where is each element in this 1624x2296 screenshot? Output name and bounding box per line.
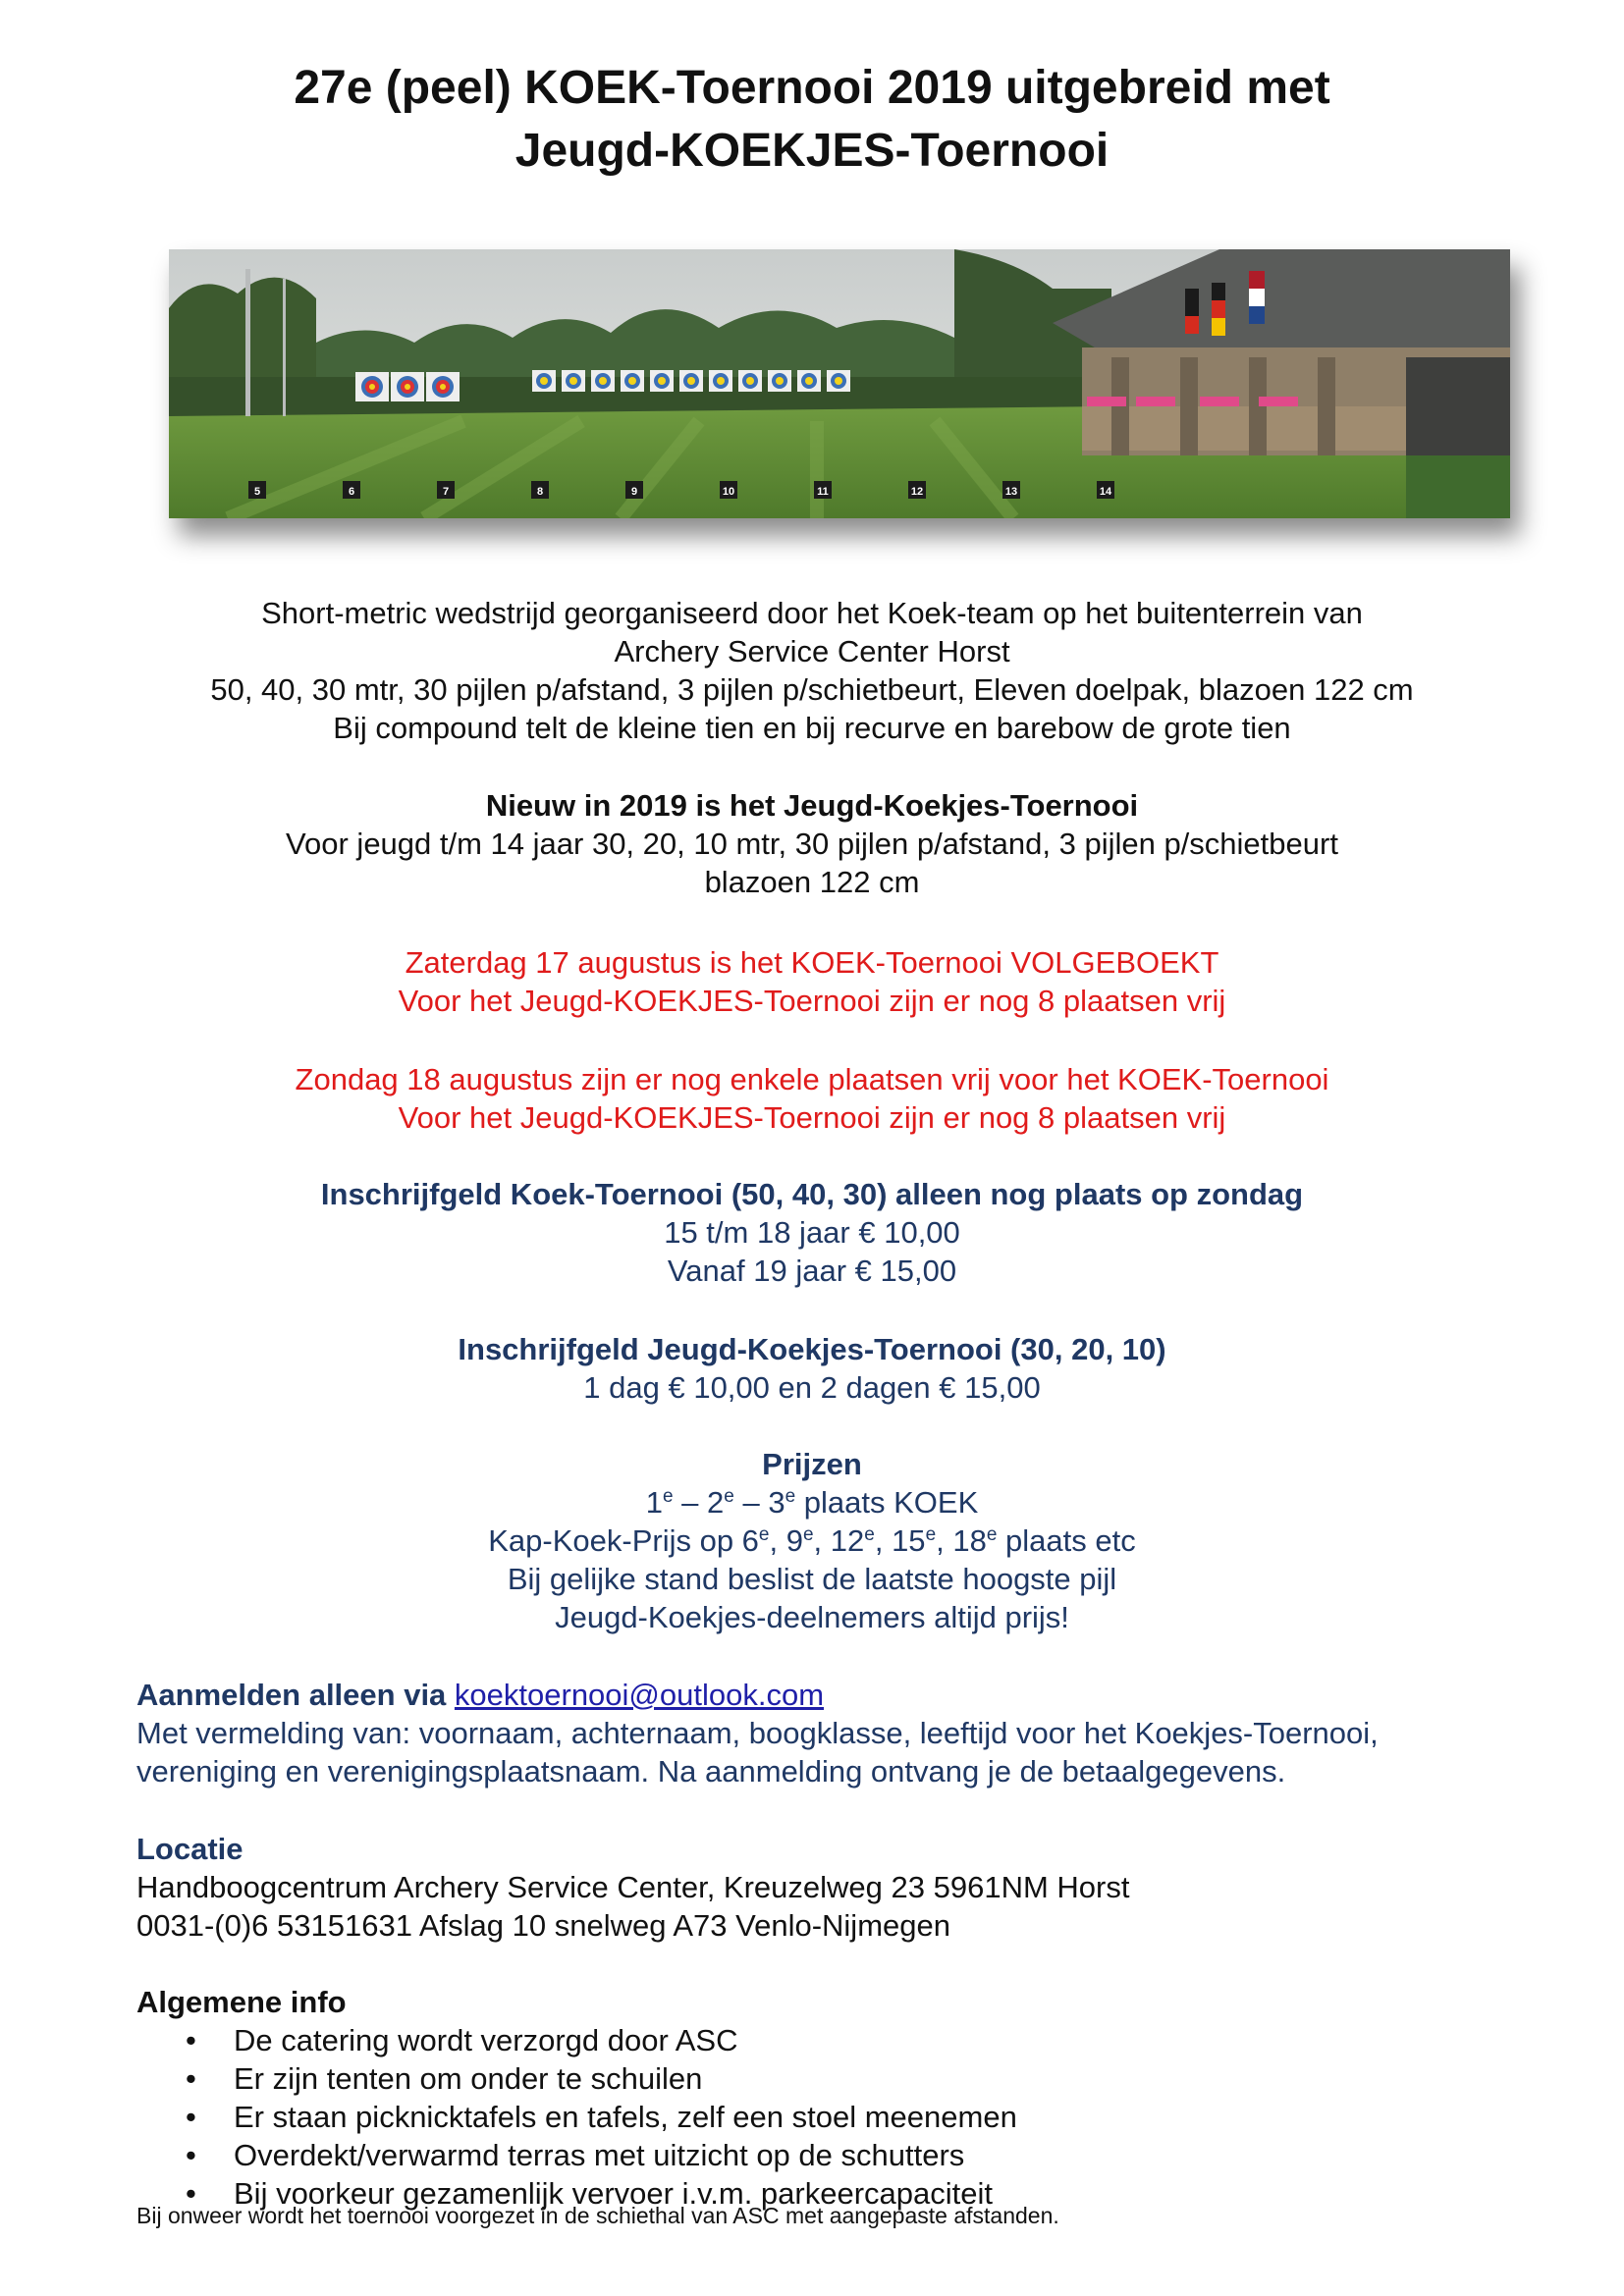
general-info-heading: Algemene info xyxy=(136,1985,347,2019)
list-item: • Bij voorkeur gezamenlijk vervoer i.v.m. parkeercapaciteit xyxy=(186,2176,994,2211)
location-heading: Locatie xyxy=(136,1832,244,1866)
saturday-notice xyxy=(0,943,1624,1020)
intro-line-1: Short-metric wedstrijd georganiseerd door het Koek-team op het buitenterrein van xyxy=(261,596,1363,630)
bullet-icon: • xyxy=(186,2176,196,2211)
saturday-line-1: Zaterdag 17 augustus is het KOEK-Toernooi VOLGEBOEKT xyxy=(405,945,1219,980)
lane-number: 9 xyxy=(630,486,638,498)
prizes-line-4: Jeugd-Koekjes-deelnemers altijd prijs! xyxy=(555,1600,1069,1634)
fee-jeugd-line-1: 1 dag € 10,00 en 2 dagen € 15,00 xyxy=(583,1370,1041,1405)
prizes-line-1: 1e – 2e – 3e plaats KOEK xyxy=(645,1485,979,1520)
fee-koek-line-1: 15 t/m 18 jaar € 10,00 xyxy=(664,1215,960,1250)
new-line-1: Voor jeugd t/m 14 jaar 30, 20, 10 mtr, 30 pijlen p/afstand, 3 pijlen p/schietbeurt xyxy=(286,827,1338,861)
list-item: • De catering wordt verzorgd door ASC xyxy=(186,2023,738,2057)
lane-number: 11 xyxy=(817,486,829,498)
registration-line-3: vereniging en verenigingsplaatsnaam. Na aanmelding ontvang je de betaalgegevens. xyxy=(136,1754,1286,1789)
title-line-2: Jeugd-KOEKJES-Toernooi xyxy=(514,125,1110,177)
list-item: • Er staan picknicktafels en tafels, zelf een stoel meenemen xyxy=(186,2100,1017,2134)
page-title xyxy=(0,57,1624,183)
sunday-line-2: Voor het Jeugd-KOEKJES-Toernooi zijn er nog 8 plaatsen vrij xyxy=(398,1100,1226,1135)
bullet-icon: • xyxy=(186,2061,196,2096)
archery-field-photo xyxy=(169,249,1510,518)
lane-number: 12 xyxy=(910,486,924,498)
general-info-list xyxy=(136,2021,1590,2213)
weather-footnote: Bij onweer wordt het toernooi voorgezet in de schiethal van ASC met aangepaste afstanden. xyxy=(136,2203,1059,2228)
list-item: • Er zijn tenten om onder te schuilen xyxy=(186,2061,703,2096)
bullet-icon: • xyxy=(186,2023,196,2057)
intro-line-3: 50, 40, 30 mtr, 30 pijlen p/afstand, 3 pijlen p/schietbeurt, Eleven doelpak, blazoen 122 cm xyxy=(210,672,1414,707)
prizes-section xyxy=(0,1445,1624,1636)
fee-koek-heading: Inschrijfgeld Koek-Toernooi (50, 40, 30) alleen nog plaats op zondag xyxy=(320,1177,1304,1211)
lane-number: 8 xyxy=(536,486,544,498)
saturday-line-2: Voor het Jeugd-KOEKJES-Toernooi zijn er nog 8 plaatsen vrij xyxy=(398,984,1226,1018)
new-2019-section xyxy=(0,786,1624,901)
registration-line-2: Met vermelding van: voornaam, achternaam, boogklasse, leeftijd voor het Koekjes-Toernooi, xyxy=(136,1716,1379,1750)
bullet-icon: • xyxy=(186,2138,196,2172)
general-info-section xyxy=(136,1983,1590,2213)
lane-number: 10 xyxy=(722,486,735,498)
lane-number: 13 xyxy=(1004,486,1018,498)
sunday-line-1: Zondag 18 augustus zijn er nog enkele plaatsen vrij voor het KOEK-Toernooi xyxy=(295,1062,1329,1096)
fee-koek-line-2: Vanaf 19 jaar € 15,00 xyxy=(667,1254,957,1288)
lane-number: 14 xyxy=(1099,486,1112,498)
lane-number: 6 xyxy=(348,486,355,498)
list-item: • Overdekt/verwarmd terras met uitzicht op de schutters xyxy=(186,2138,965,2172)
location-section xyxy=(136,1830,1590,1945)
intro-line-4: Bij compound telt de kleine tien en bij recurve en barebow de grote tien xyxy=(333,711,1291,745)
fee-koek-section xyxy=(0,1175,1624,1290)
intro-section xyxy=(0,594,1624,747)
prizes-line-3: Bij gelijke stand beslist de laatste hoogste pijl xyxy=(507,1562,1117,1596)
fee-jeugd-section xyxy=(0,1330,1624,1407)
lane-number: 5 xyxy=(253,486,261,498)
lane-number: 7 xyxy=(442,486,450,498)
intro-line-2: Archery Service Center Horst xyxy=(614,634,1010,668)
fee-jeugd-heading: Inschrijfgeld Jeugd-Koekjes-Toernooi (30, 20, 10) xyxy=(458,1332,1166,1366)
new-line-2: blazoen 122 cm xyxy=(704,865,920,899)
sunday-notice xyxy=(0,1060,1624,1137)
location-line-1: Handboogcentrum Archery Service Center, Kreuzelweg 23 5961NM Horst xyxy=(136,1870,1130,1904)
registration-label: Aanmelden alleen via xyxy=(136,1678,455,1712)
registration-section xyxy=(136,1676,1590,1790)
title-line-1: 27e (peel) KOEK-Toernooi 2019 uitgebreid met xyxy=(294,62,1330,114)
prizes-line-2: Kap-Koek-Prijs op 6e, 9e, 12e, 15e, 18e plaats etc xyxy=(488,1523,1136,1558)
location-line-2: 0031-(0)6 53151631 Afslag 10 snelweg A73 Venlo-Nijmegen xyxy=(136,1908,950,1943)
email-link[interactable]: koektoernooi@outlook.com xyxy=(454,1678,825,1712)
new-heading: Nieuw in 2019 is het Jeugd-Koekjes-Toernooi xyxy=(485,788,1139,823)
registration-line-1 xyxy=(136,1676,1590,1714)
bullet-icon: • xyxy=(186,2100,196,2134)
prizes-heading: Prijzen xyxy=(762,1447,862,1481)
